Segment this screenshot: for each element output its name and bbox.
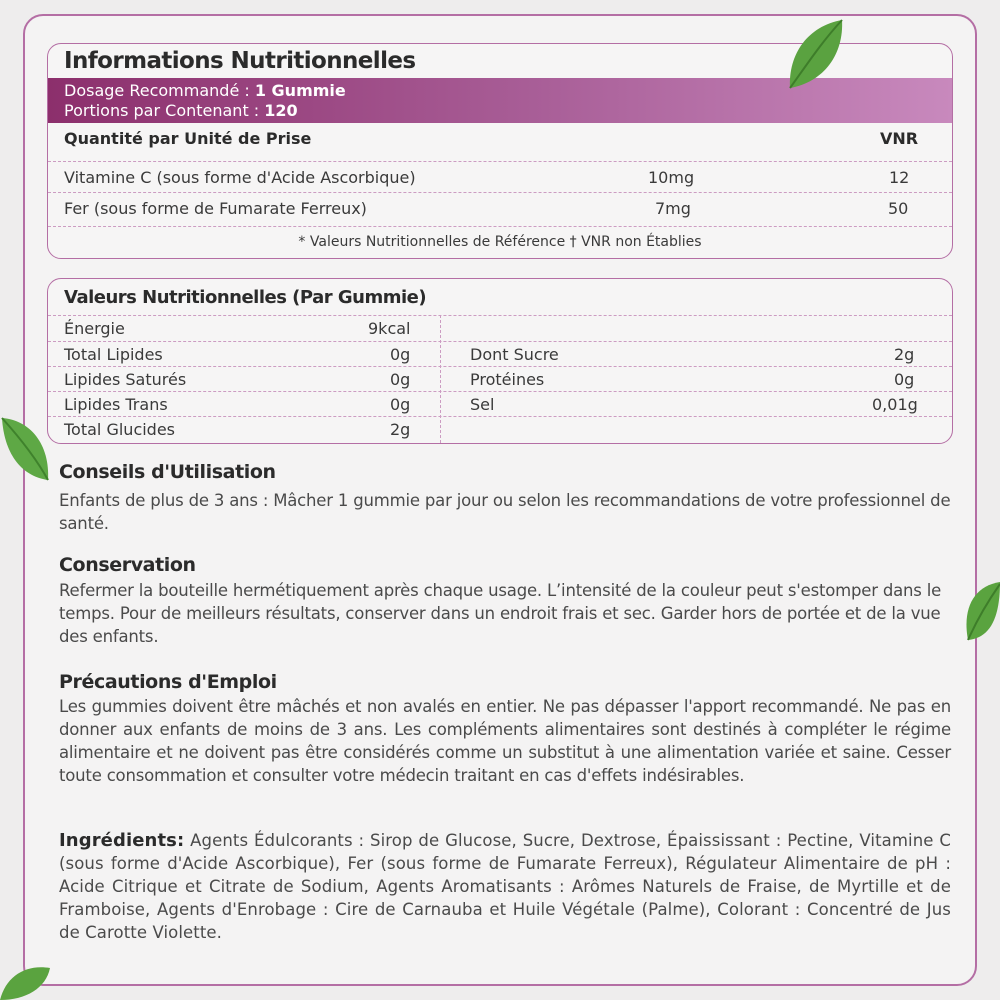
table-header xyxy=(48,123,952,154)
precautions-title: Précautions d'Emploi xyxy=(59,671,277,693)
usage-title: Conseils d'Utilisation xyxy=(59,461,276,483)
col-vnr: VNR xyxy=(880,129,919,148)
usage-text: Enfants de plus de 3 ans : Mâcher 1 gummie par jour ou selon les recommandations de votre professionnel de santé. xyxy=(59,491,951,533)
nutrient-amount: 10mg xyxy=(648,168,695,187)
precautions-section xyxy=(59,671,951,787)
value-amount: 0g xyxy=(894,370,915,389)
value-name: Lipides Saturés xyxy=(64,370,187,389)
value-name: Lipides Trans xyxy=(64,395,168,414)
value-amount: 2g xyxy=(390,420,411,439)
col-quantity: Quantité par Unité de Prise xyxy=(64,129,312,148)
value-amount: 9kcal xyxy=(368,319,411,338)
value-amount: 0,01g xyxy=(872,395,918,414)
nutrient-vnr: 12 xyxy=(889,168,910,187)
portions-line xyxy=(64,101,936,121)
table-row xyxy=(48,192,952,226)
conservation-text: Refermer la bouteille hermétiquement après chaque usage. L’intensité de la couleur peut s'estomper dans le temps. Pour de meilleurs résultats, conserver dans un endroit frais et sec. Garder hors de portée et de la vue des enfants. xyxy=(59,581,942,646)
portions-value: 120 xyxy=(264,101,298,120)
leaf-icon xyxy=(780,14,850,94)
nutrient-name: Fer (sous forme de Fumarate Ferreux) xyxy=(64,199,367,218)
ingredients-section xyxy=(59,829,951,944)
nutrient-name: Vitamine C (sous forme d'Acide Ascorbique) xyxy=(64,168,416,187)
value-name: Dont Sucre xyxy=(470,345,559,364)
nutrition-info-title: Informations Nutritionnelles xyxy=(64,48,416,74)
table-row xyxy=(48,366,952,391)
ingredients-list: Agents Édulcorants : Sirop de Glucose, Sucre, Dextrose, Épaississant : Pectine, Vitamine C (sous forme d'Acide Ascorbique), Fer (sous forme de Fumarate Ferreux), Régulateur Alimentaire de pH : Acide Citrique et Citrate de Sodium, Agents Aromatisants : Arômes Naturels de Fraise, de Myrtille et de Framboise, Agents d'Enrobage : Cire de Carnauba et Huile Végétale (Palme), Colorant : Concentré de Jus de Carotte Violette. xyxy=(59,831,951,942)
leaf-icon xyxy=(0,962,52,1000)
value-name: Protéines xyxy=(470,370,545,389)
usage-section xyxy=(59,461,951,535)
leaf-icon xyxy=(962,578,1000,648)
value-amount: 0g xyxy=(390,395,411,414)
value-amount: 0g xyxy=(390,370,411,389)
conservation-section xyxy=(59,554,951,648)
value-amount: 0g xyxy=(390,345,411,364)
precautions-text: Les gummies doivent être mâchés et non avalés en entier. Ne pas dépasser l'apport recommandé. Ne pas en donner aux enfants de moins de 3 ans. Les compléments alimentaires sont destinés à compléter le régime alimentaire et ne doivent pas être considérés comme un substitut à une alimentation variée et saine. Cesser toute consommation et consulter votre médecin traitant en cas d'effets indésirables. xyxy=(59,697,951,785)
table-row xyxy=(48,315,952,340)
portions-label: Portions par Contenant : xyxy=(64,101,265,120)
table-row xyxy=(48,416,952,441)
ingredients-label: Ingrédients: xyxy=(59,830,185,851)
nutrition-values-title: Valeurs Nutritionnelles (Par Gummie) xyxy=(64,287,427,308)
footnote: * Valeurs Nutritionnelles de Référence † VNR non Établies xyxy=(48,226,952,250)
ingredients-text xyxy=(59,829,951,944)
nutrition-values-panel xyxy=(47,278,953,444)
table-row xyxy=(48,391,952,416)
value-name: Énergie xyxy=(64,319,125,338)
dosage-label: Dosage Recommandé : xyxy=(64,81,255,100)
conservation-title: Conservation xyxy=(59,554,196,576)
value-name: Sel xyxy=(470,395,495,414)
value-name: Total Lipides xyxy=(64,345,163,364)
leaf-icon xyxy=(0,412,52,484)
nutrient-amount: 7mg xyxy=(655,199,691,218)
nutrient-vnr: 50 xyxy=(888,199,909,218)
dosage-value: 1 Gummie xyxy=(254,81,346,100)
table-row xyxy=(48,341,952,366)
table-row xyxy=(48,161,952,192)
value-name: Total Glucides xyxy=(64,420,176,439)
column-divider xyxy=(440,315,441,443)
value-amount: 2g xyxy=(894,345,915,364)
